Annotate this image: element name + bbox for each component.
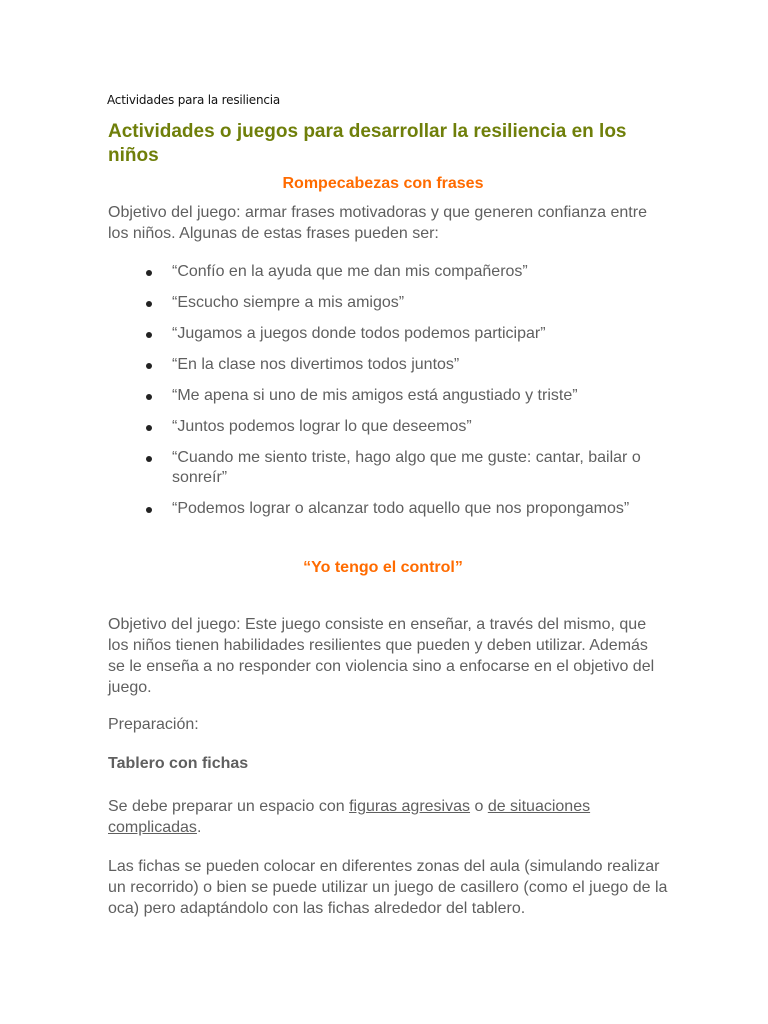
bullet-icon — [146, 425, 152, 431]
list-item-text: “Cuando me siento triste, hago algo que me guste: cantar, bailar o sonreír” — [172, 449, 641, 486]
section-title-rompecabezas: Rompecabezas con frases — [282, 175, 484, 192]
space-suffix: . — [196, 819, 202, 836]
document-small-title: Actividades para la resiliencia — [107, 93, 281, 107]
chips-text: Las fichas se pueden colocar en diferentes zonas del aula (simulando realizar un recorrido) o bien se puede utilizar un juego de casillero (como el juego de la oca) pero adaptándolo con las fichas alrededor del tablero. — [108, 858, 668, 917]
bullet-icon — [146, 363, 152, 369]
list-item-text: “Podemos lograr o alcanzar todo aquello que nos propongamos” — [172, 500, 630, 517]
bullet-icon — [146, 301, 152, 307]
section1-intro: Objetivo del juego: armar frases motivadoras y que generen confianza entre los niños. Algunas de estas frases pueden ser: — [108, 204, 647, 242]
list-item-text: “Confío en la ayuda que me dan mis compañeros” — [172, 263, 528, 280]
space-preparation-text — [108, 796, 668, 838]
preparation-label: Preparación: — [108, 716, 199, 733]
section-title-yo-tengo-el-control: “Yo tengo el control” — [303, 559, 463, 576]
list-item-text: “Jugamos a juegos donde todos podemos participar” — [172, 325, 546, 342]
section2-objective: Objetivo del juego: Este juego consiste en enseñar, a través del mismo, que los niños tienen habilidades resilientes que pueden y deben utilizar. Además se le enseña a no responder con violencia sino a enfocarse en el objetivo del juego. — [108, 616, 655, 696]
list-item — [142, 355, 682, 375]
bullet-icon — [146, 507, 152, 513]
bullet-icon — [146, 332, 152, 338]
list-item — [142, 448, 682, 488]
main-title: Actividades o juegos para desarrollar la resiliencia en los niños — [108, 121, 627, 166]
list-item — [142, 293, 682, 313]
list-item — [142, 499, 682, 519]
list-item — [142, 324, 682, 344]
list-item-text: “Juntos podemos lograr lo que deseemos” — [172, 418, 472, 435]
list-item — [142, 417, 682, 437]
list-item-text: “Escucho siempre a mis amigos” — [172, 294, 405, 311]
bullet-icon — [146, 456, 152, 462]
space-mid: o — [470, 798, 488, 815]
list-item-text: “Me apena si uno de mis amigos está angustiado y triste” — [172, 387, 578, 404]
bullet-icon — [146, 394, 152, 400]
list-item — [142, 262, 682, 282]
aggressive-figures-link[interactable]: figuras agresivas — [349, 798, 471, 815]
complicated-situations-link[interactable]: de situaciones complicadas — [108, 798, 591, 836]
board-label: Tablero con fichas — [108, 755, 249, 772]
space-prefix: Se debe preparar un espacio con — [108, 798, 350, 815]
bullet-icon — [146, 270, 152, 276]
list-item-text: “En la clase nos divertimos todos juntos” — [172, 356, 460, 373]
phrase-list — [142, 262, 682, 530]
list-item — [142, 386, 682, 406]
